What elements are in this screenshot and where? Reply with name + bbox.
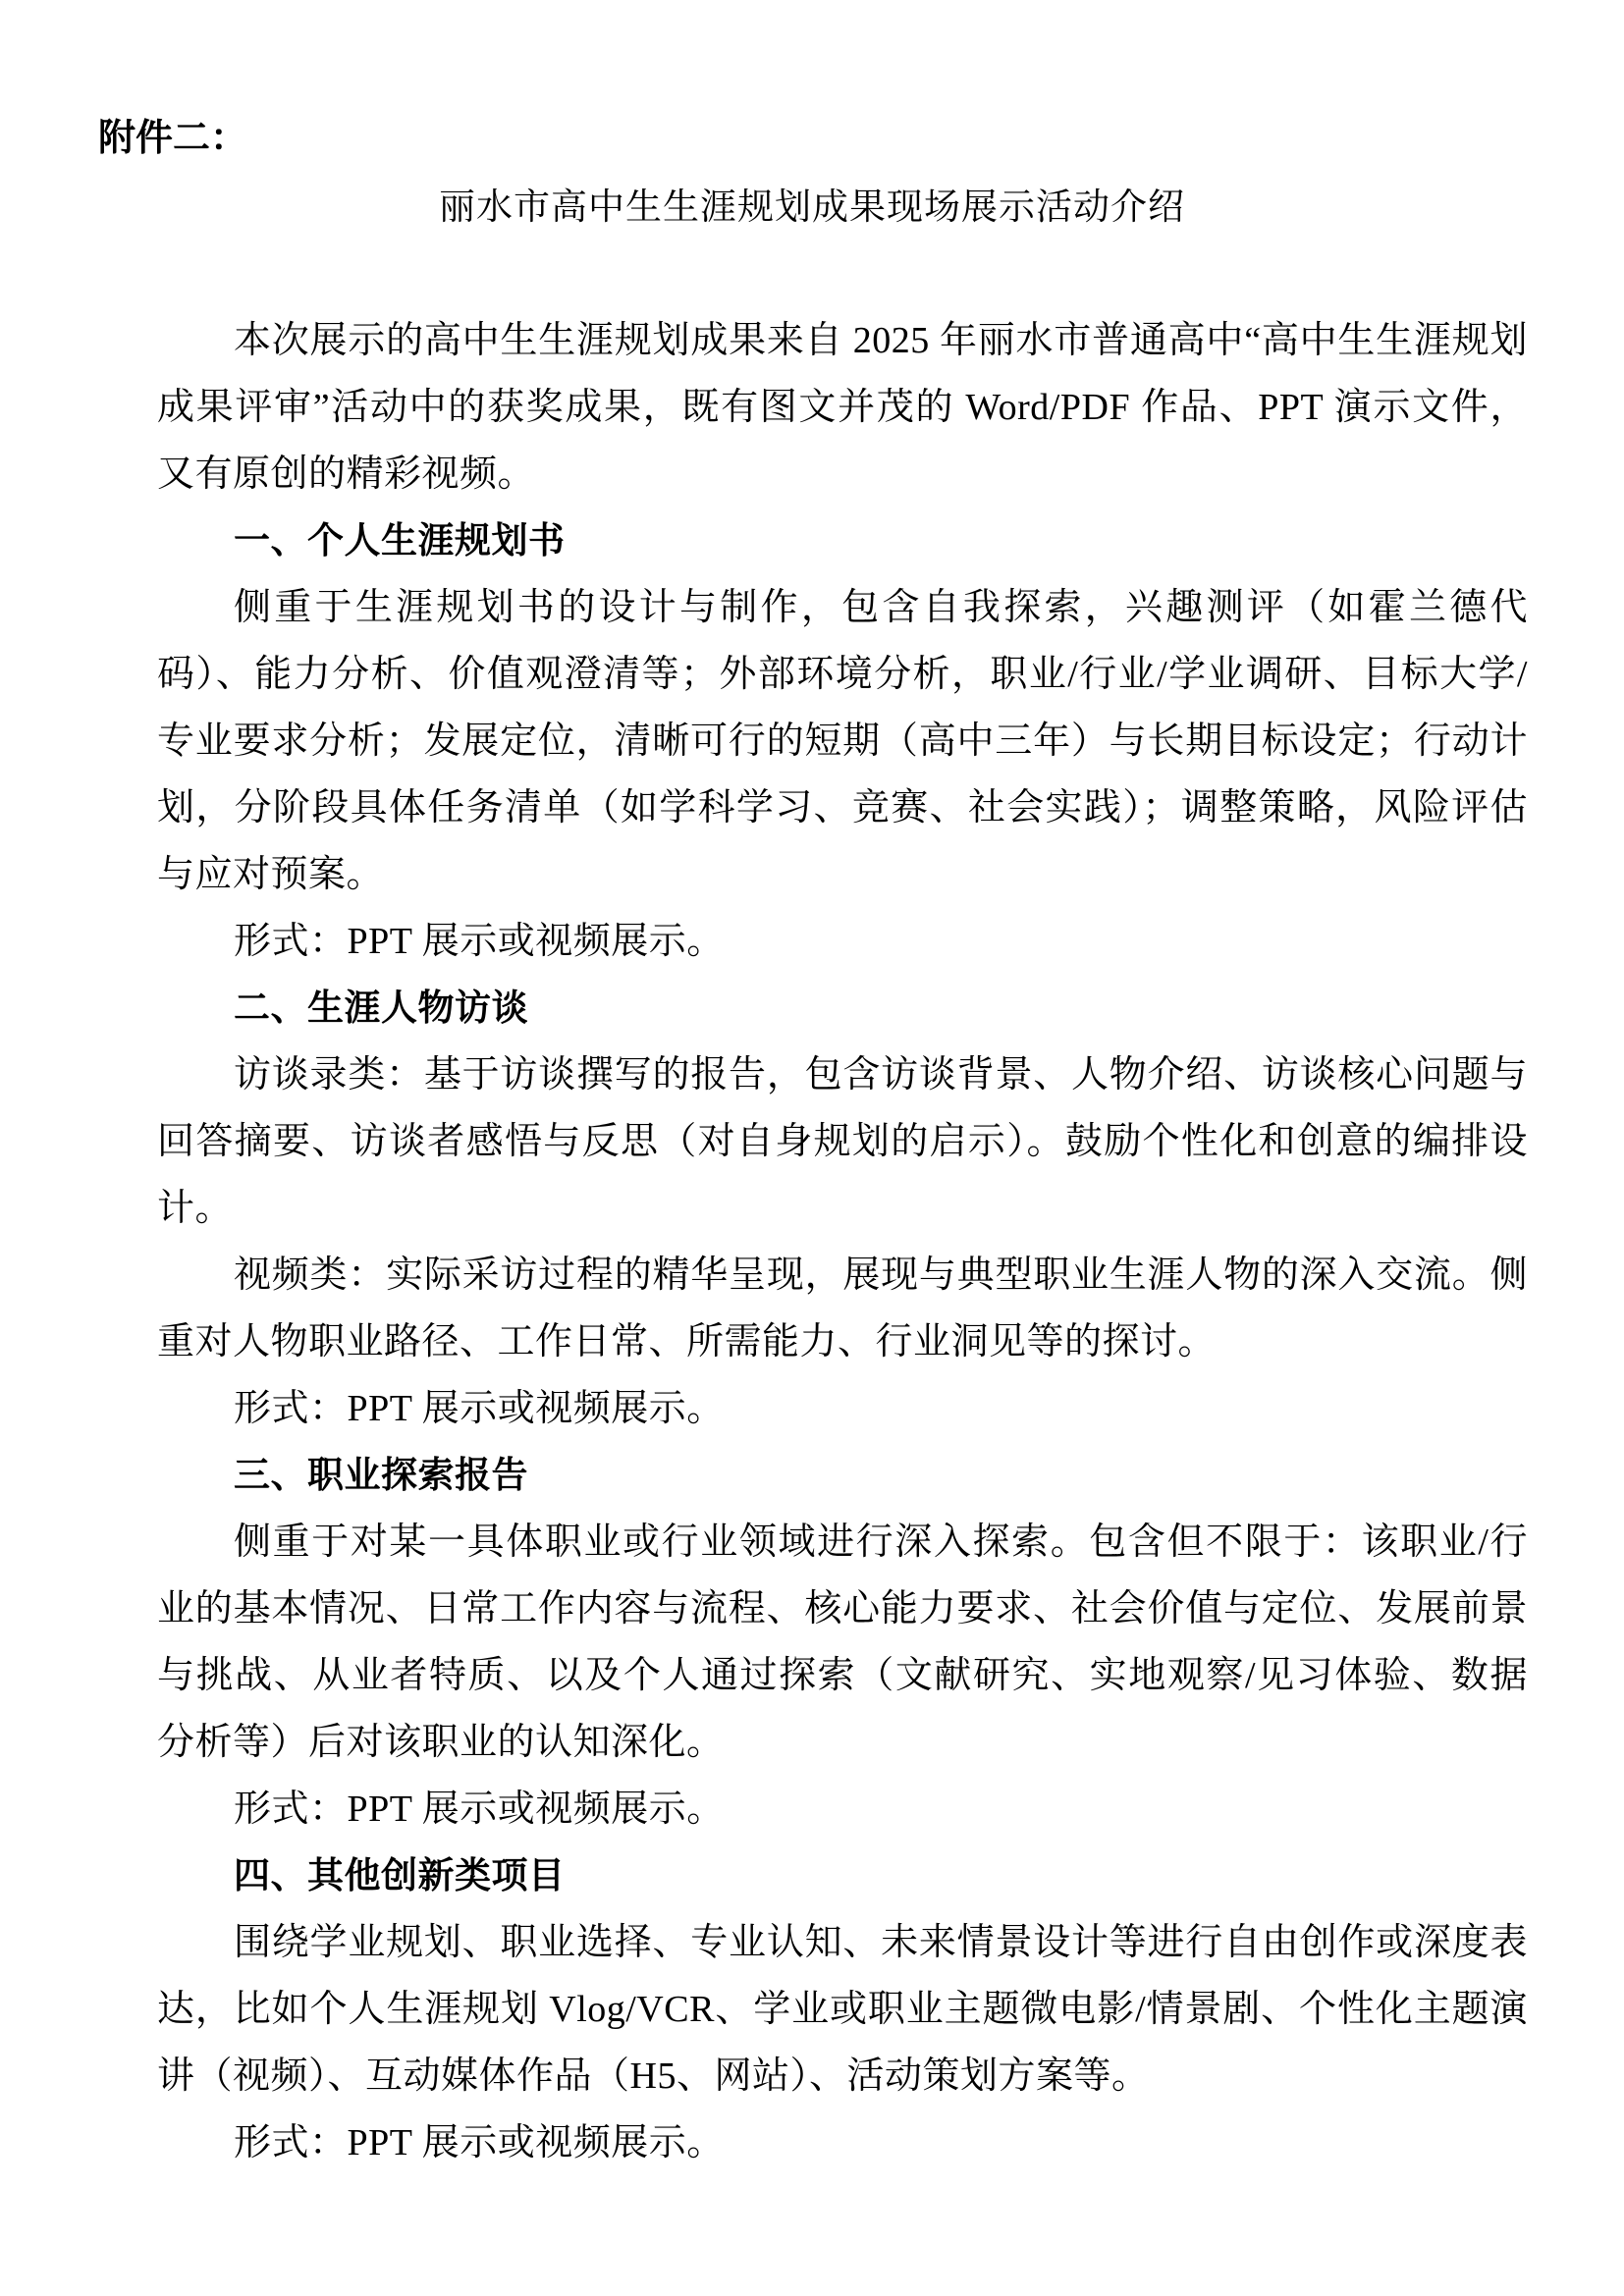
section-career-interview [157, 975, 1528, 1442]
attachment-label: 附件二： [98, 116, 248, 159]
format-note: 形式：PPT 展示或视频展示。 [234, 1388, 725, 1429]
section-paragraph: 访谈录类：基于访谈撰写的报告，包含访谈背景、人物介绍、访谈核心问题与回答摘要、访谈者感悟与反思（对自身规划的启示）。鼓励个性化和创意的编排设计。 [157, 1054, 1528, 1229]
section-paragraph: 视频类：实际采访过程的精华呈现，展现与典型职业生涯人物的深入交流。侧重对人物职业路径、工作日常、所需能力、行业洞见等的探讨。 [157, 1255, 1528, 1362]
intro-paragraph: 本次展示的高中生生涯规划成果来自 2025 年丽水市普通高中“高中生生涯规划成果评审”活动中的获奖成果，既有图文并茂的 Word/PDF 作品、PPT 演示文件，又有原创的精彩视频。 [157, 320, 1528, 495]
document-title: 丽水市高中生生涯规划成果现场展示活动介绍 [439, 186, 1185, 228]
document-body [157, 307, 1528, 2176]
section-heading: 一、个人生涯规划书 [234, 519, 566, 561]
section-career-exploration [157, 1442, 1528, 1842]
section-heading: 四、其他创新类项目 [234, 1854, 566, 1896]
section-paragraph: 围绕学业规划、职业选择、专业认知、未来情景设计等进行自由创作或深度表达，比如个人生涯规划 Vlog/VCR、学业或职业主题微电影/情景剧、个性化主题演讲（视频）、互动媒体作品（H5、网站）、活动策划方案等。 [157, 1922, 1528, 2097]
format-note: 形式：PPT 展示或视频展示。 [234, 1789, 725, 1830]
section-other-innovation [157, 1842, 1528, 2176]
section-paragraph: 侧重于对某一具体职业或行业领域进行深入探索。包含但不限于：该职业/行业的基本情况、日常工作内容与流程、核心能力要求、社会价值与定位、发展前景与挑战、从业者特质、以及个人通过探索（文献研究、实地观察/见习体验、数据分析等）后对该职业的认知深化。 [157, 1522, 1528, 1763]
section-heading: 二、生涯人物访谈 [234, 987, 528, 1029]
section-paragraph: 侧重于生涯规划书的设计与制作，包含自我探索，兴趣测评（如霍兰德代码）、能力分析、价值观澄清等；外部环境分析，职业/行业/学业调研、目标大学/专业要求分析；发展定位，清晰可行的短期（高中三年）与长期目标设定；行动计划，分阶段具体任务清单（如学科学习、竞赛、社会实践）；调整策略，风险评估与应对预案。 [157, 587, 1528, 895]
format-note: 形式：PPT 展示或视频展示。 [234, 2122, 725, 2163]
section-personal-plan [157, 507, 1528, 975]
format-note: 形式：PPT 展示或视频展示。 [234, 921, 725, 962]
section-heading: 三、职业探索报告 [234, 1454, 528, 1496]
